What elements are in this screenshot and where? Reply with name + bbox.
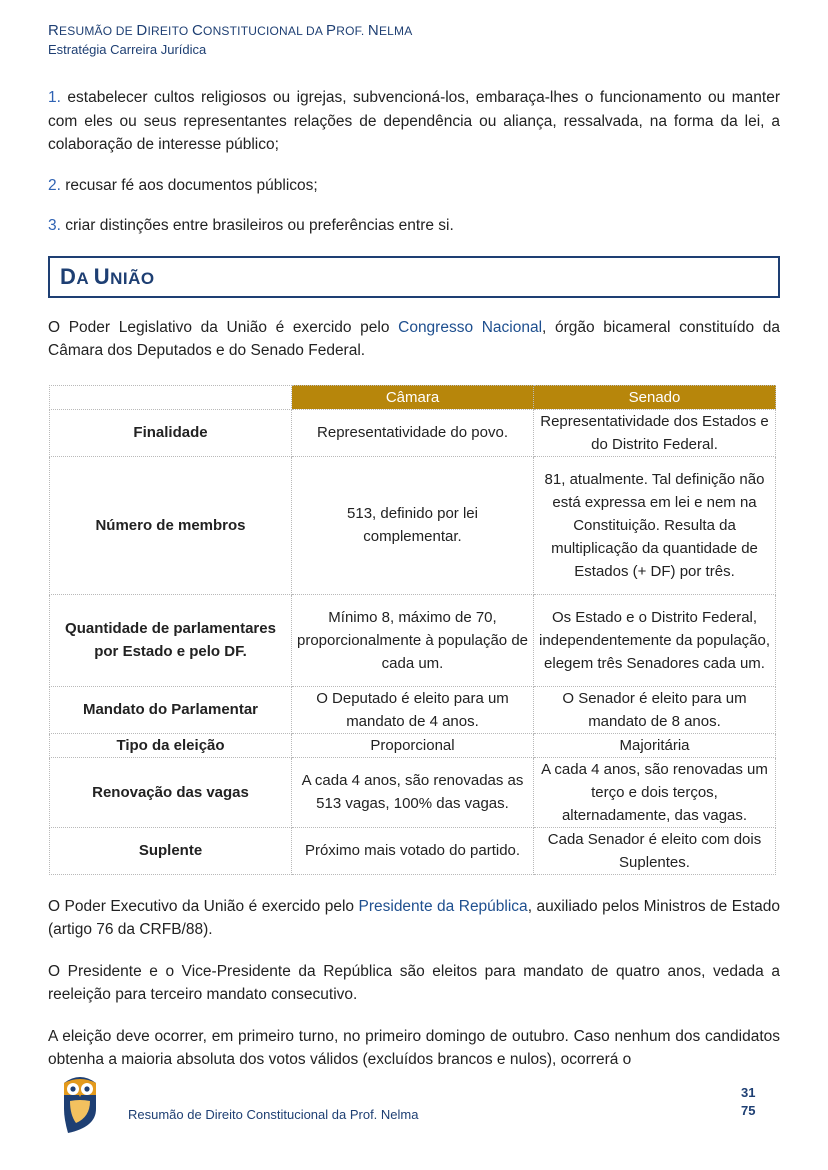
table-header-camara: Câmara [292, 385, 534, 409]
row-label: Suplente [50, 827, 292, 874]
mandate-paragraph: O Presidente e o Vice-Presidente da República são eleitos para mandato de quatro anos, vedada a reeleição para terceiro mandato consecutivo. [48, 962, 780, 1003]
footer-text: Resumão de Direito Constitucional da Prof. Nelma [128, 1107, 419, 1122]
current-page: 31 [741, 1085, 756, 1100]
table-header-empty [50, 385, 292, 409]
total-pages: 75 [741, 1103, 756, 1118]
senado-cell: Os Estado e o Distrito Federal, independentemente da população, elegem três Senadores cada um. [534, 594, 776, 686]
table-row [50, 757, 776, 827]
table-row [50, 733, 776, 757]
camara-cell: 513, definido por lei complementar. [292, 456, 534, 594]
executive-paragraph: O Poder Executivo da União é exercido pelo Presidente da República, auxiliado pelos Ministros de Estado (artigo 76 da CRFB/88). [48, 897, 780, 938]
table-row [50, 686, 776, 733]
camara-cell: O Deputado é eleito para um mandato de 4 anos. [292, 686, 534, 733]
row-label: Finalidade [50, 409, 292, 456]
row-label: Tipo da eleição [50, 733, 292, 757]
presidente-term: Presidente da República [358, 897, 528, 915]
table-header-row [50, 385, 776, 409]
owl-logo-icon [60, 1073, 100, 1135]
list-item: 2. recusar fé aos documentos públicos; [48, 176, 318, 194]
table-row [50, 827, 776, 874]
table-row [50, 456, 776, 594]
election-paragraph: A eleição deve ocorrer, em primeiro turno, no primeiro domingo de outubro. Caso nenhum dos candidatos obtenha a maioria absoluta dos votos válidos (excluídos brancos e nulos), ocorrerá o [48, 1027, 780, 1068]
table-header-senado: Senado [534, 385, 776, 409]
camara-cell: Próximo mais votado do partido. [292, 827, 534, 874]
row-label: Número de membros [50, 456, 292, 594]
row-label: Mandato do Parlamentar [50, 686, 292, 733]
senado-cell: Majoritária [534, 733, 776, 757]
senado-cell: Representatividade dos Estados e do Distrito Federal. [534, 409, 776, 456]
table-row [50, 594, 776, 686]
after-table-text [48, 895, 780, 1072]
congresso-nacional-term: Congresso Nacional [398, 318, 543, 336]
camara-cell: Mínimo 8, máximo de 70, proporcionalmente à população de cada um. [292, 594, 534, 686]
page-number [741, 1084, 755, 1120]
list-item: 3. criar distinções entre brasileiros ou preferências entre si. [48, 217, 454, 234]
table-row [50, 409, 776, 456]
intro-paragraph: O Poder Legislativo da União é exercido pelo Congresso Nacional, órgão bicameral constituído da Câmara dos Deputados e do Senado Federal. [48, 318, 780, 359]
header-title: RESUMÃO DE DIREITO CONSTITUCIONAL DA PROF. NELMA [48, 22, 413, 39]
comparison-table [49, 385, 776, 875]
camara-cell: Representatividade do povo. [292, 409, 534, 456]
senado-cell: A cada 4 anos, são renovadas um terço e dois terços, alternadamente, das vagas. [534, 757, 776, 827]
senado-cell: O Senador é eleito para um mandato de 8 anos. [534, 686, 776, 733]
header-subtitle: Estratégia Carreira Jurídica [48, 42, 207, 57]
senado-cell: Cada Senador é eleito com dois Suplentes. [534, 827, 776, 874]
page-content [48, 86, 780, 1090]
section-title: DA UNIÃO [60, 263, 155, 289]
row-label: Renovação das vagas [50, 757, 292, 827]
page-header [48, 22, 412, 57]
section-heading [48, 256, 780, 298]
camara-cell: Proporcional [292, 733, 534, 757]
list-item: 1. estabelecer cultos religiosos ou igrejas, subvencioná-los, embaraça-lhes o funcionamento ou manter com eles ou seus representantes relações de dependência ou aliança, ressalvada, na forma da lei, a colaboração de interesse público; [48, 89, 780, 153]
camara-cell: A cada 4 anos, são renovadas as 513 vagas, 100% das vagas. [292, 757, 534, 827]
senado-cell: 81, atualmente. Tal definição não está expressa em lei e nem na Constituição. Resulta da multiplicação da quantidade de Estados (+ DF) por três. [534, 456, 776, 594]
row-label: Quantidade de parlamentares por Estado e pelo DF. [50, 594, 292, 686]
